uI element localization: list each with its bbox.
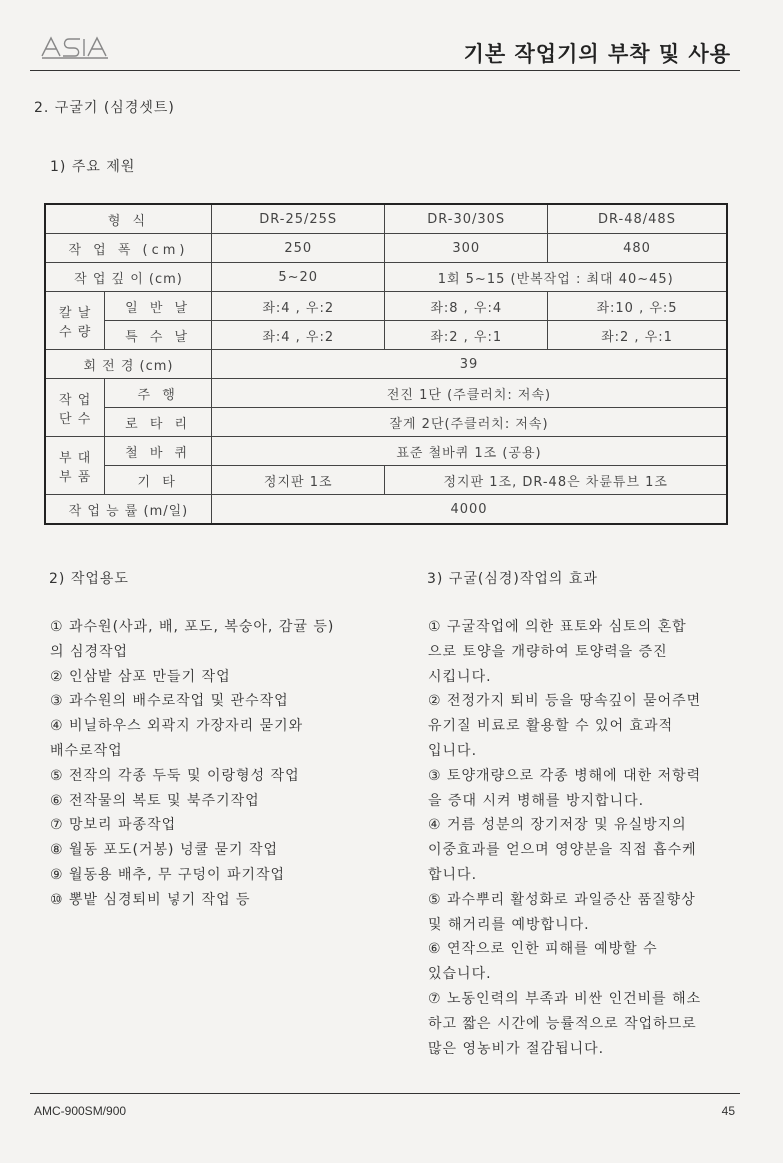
table-row (45, 466, 727, 495)
list-item: ③ 토양개량으로 각종 병해에 대한 저항력 (428, 767, 702, 784)
table-cell: 작 업 깊 이 (cm) (45, 263, 211, 292)
table-cell: 좌:4 , 우:2 (211, 292, 384, 321)
table-cell: 좌:10 , 우:5 (548, 292, 728, 321)
table-cell: 로 타 리 (105, 408, 212, 437)
table-cell: 철 바 퀴 (105, 437, 212, 466)
list-item: ⑧ 월동 포도(거봉) 넝쿨 묻기 작업 (50, 842, 279, 859)
group-label-line: 작 업 (59, 392, 92, 408)
list-item: 및 해거리를 예방합니다. (428, 916, 590, 933)
list-item: 입니다. (428, 742, 478, 759)
list-item: ① 구굴작업에 의한 표토와 심토의 혼합 (428, 619, 687, 635)
table-cell: 39 (211, 350, 727, 379)
table-cell: 특 수 날 (105, 321, 212, 350)
table-cell: 일 반 날 (105, 292, 212, 321)
table-cell: 작 업 폭 (cm) (45, 234, 211, 263)
asia-logo (40, 30, 110, 60)
group-label-line: 칼 날 (59, 305, 92, 321)
table-row (45, 292, 727, 321)
table-group-label (45, 437, 105, 495)
group-label-line: 부 품 (59, 469, 92, 485)
table-cell: 250 (211, 234, 384, 263)
list-item: 의 심경작업 (50, 643, 129, 660)
table-row (45, 408, 727, 437)
group-label-line: 부 대 (59, 450, 92, 466)
table-cell: 기 타 (105, 466, 212, 495)
list-item: ③ 과수원의 배수로작업 및 관수작업 (50, 693, 289, 710)
table-cell: 잘게 2단(주클러치: 저속) (211, 408, 727, 437)
table-cell: 480 (548, 234, 728, 263)
table-row (45, 321, 727, 350)
list-item: ① 과수원(사과, 배, 포도, 복숭아, 감귤 등) (50, 619, 335, 635)
table-cell: DR-48/48S (548, 204, 728, 234)
uses-section (34, 568, 379, 913)
table-row (45, 437, 727, 466)
table-cell: DR-25/25S (211, 204, 384, 234)
section-title: 2. 구굴기 (심경셋트) (34, 100, 175, 116)
table-row (45, 350, 727, 379)
table-row (45, 234, 727, 263)
table-row (45, 263, 727, 292)
list-item: ⑤ 전작의 각종 두둑 및 이랑형성 작업 (50, 767, 300, 784)
list-item: ② 인삼밭 삼포 만들기 작업 (50, 668, 231, 685)
table-cell: 정지판 1조 (211, 466, 384, 495)
list-item: ④ 비닐하우스 외곽지 가장자리 묻기와 (50, 718, 304, 735)
table-cell: 좌:2 , 우:1 (548, 321, 728, 350)
page-number: 45 (721, 1104, 735, 1118)
table-cell: 5~20 (211, 263, 384, 292)
table-row (45, 204, 727, 234)
list-item: ⑦ 노동인력의 부족과 비싼 인건비를 해소 (428, 990, 702, 1007)
table-cell: 4000 (211, 495, 727, 525)
list-item: 이중효과를 얻으며 영양분을 직접 흡수케 (428, 842, 697, 859)
table-row (45, 379, 727, 408)
table-cell: DR-30/30S (385, 204, 548, 234)
table-cell: 형 식 (45, 204, 211, 234)
footer-divider (30, 1093, 740, 1094)
group-label-line: 단 수 (59, 411, 92, 427)
list-item: ⑤ 과수뿌리 활성화로 과일증산 품질향상 (428, 891, 696, 908)
list-item: 유기질 비료로 활용할 수 있어 효과적 (428, 718, 674, 735)
table-cell: 작 업 능 률 (m/일) (45, 495, 211, 525)
spec-table (44, 203, 728, 525)
list-item: ⑦ 망보리 파종작업 (50, 817, 177, 834)
footer-model: AMC-900SM/900 (34, 1104, 127, 1118)
table-cell: 좌:4 , 우:2 (211, 321, 384, 350)
group-label-line: 수 량 (59, 324, 92, 340)
list-item: 으로 토양을 개량하여 토양력을 증진 (428, 643, 668, 660)
list-item: 을 증대 시켜 병해를 방지합니다. (428, 792, 645, 809)
list-item: 있습니다. (428, 966, 492, 983)
table-cell: 좌:8 , 우:4 (385, 292, 548, 321)
table-group-label (45, 292, 105, 350)
subsection-title: 1) 주요 제원 (50, 159, 136, 175)
list-item: 많은 영농비가 절감됩니다. (428, 1040, 605, 1057)
list-item: 배수로작업 (50, 742, 123, 759)
list-item: 시킵니다. (428, 668, 492, 685)
list-item: ⑨ 월동용 배추, 무 구덩이 파기작업 (50, 866, 286, 883)
table-cell: 회 전 경 (cm) (45, 350, 211, 379)
list-item: 합니다. (428, 866, 478, 883)
table-cell: 좌:2 , 우:1 (385, 321, 548, 350)
uses-title: 2) 작업용도 (49, 571, 129, 587)
effects-section (412, 568, 742, 1061)
table-group-label (45, 379, 105, 437)
list-item: ⑥ 연작으로 인한 피해를 예방할 수 (428, 941, 658, 958)
effects-title: 3) 구굴(심경)작업의 효과 (427, 571, 598, 587)
list-item: ⑥ 전작물의 복토 및 북주기작업 (50, 792, 260, 809)
header-divider (30, 70, 740, 71)
list-item: 하고 짧은 시간에 능률적으로 작업하므로 (428, 1015, 697, 1032)
table-cell: 주 행 (105, 379, 212, 408)
table-cell: 표준 철바퀴 1조 (공용) (211, 437, 727, 466)
list-item: ② 전정가지 퇴비 등을 땅속깊이 묻어주면 (428, 693, 702, 710)
header-title: 기본 작업기의 부착 및 사용 (463, 42, 731, 66)
table-row (45, 495, 727, 525)
list-item: ⑩ 뽕밭 심경퇴비 넣기 작업 등 (50, 891, 251, 908)
table-cell: 300 (385, 234, 548, 263)
table-cell: 전진 1단 (주클러치: 저속) (211, 379, 727, 408)
table-cell: 정지판 1조, DR-48은 차륜튜브 1조 (385, 466, 727, 495)
table-cell: 1회 5~15 (반복작업 : 최대 40~45) (385, 263, 727, 292)
list-item: ④ 거름 성분의 장기저장 및 유실방지의 (428, 817, 687, 834)
